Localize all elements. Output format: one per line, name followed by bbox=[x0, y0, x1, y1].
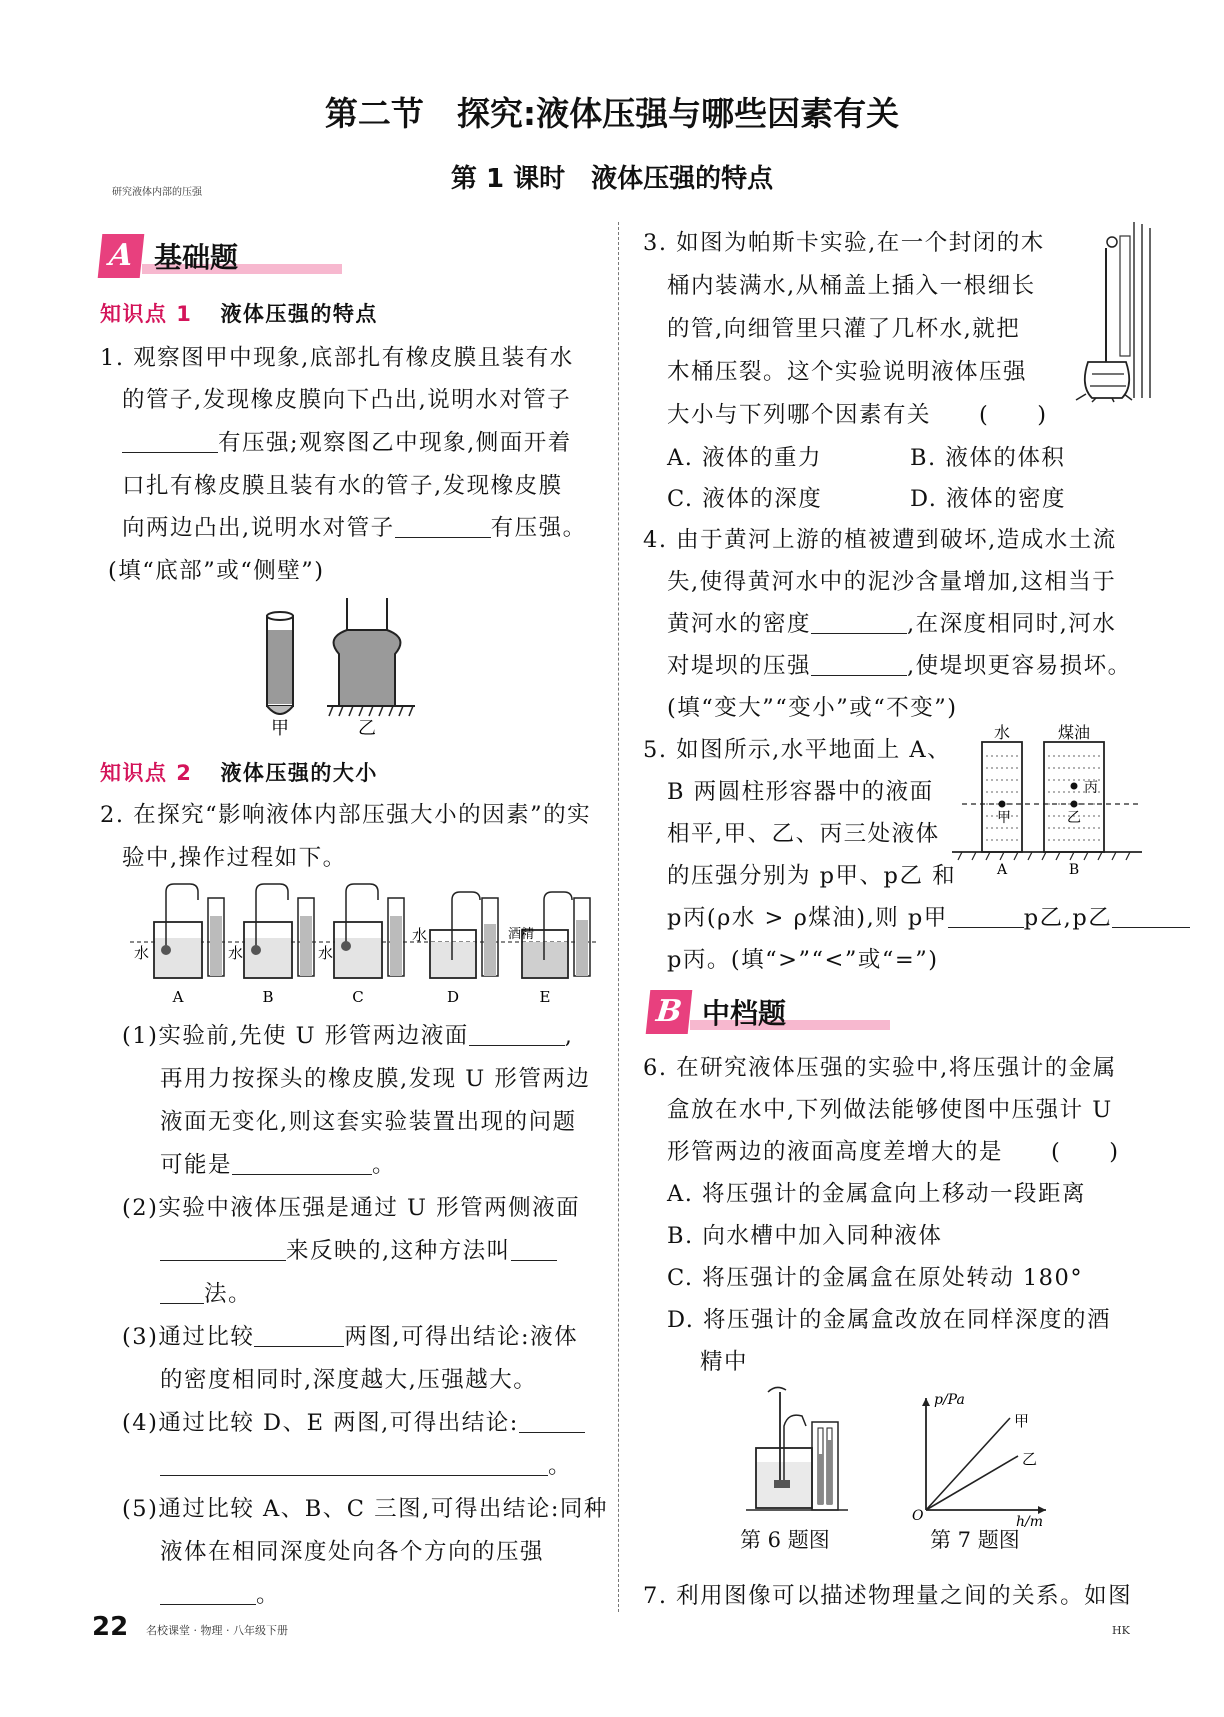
fig-label-water: 水 bbox=[412, 926, 428, 944]
q2-line: 液面无变化,则这套实验装置出现的问题 bbox=[160, 1109, 577, 1135]
q2-line: (5)通过比较 A、B、C 三图,可得出结论:同种 bbox=[122, 1496, 608, 1522]
tube-yi bbox=[327, 598, 415, 716]
answer-blank[interactable] bbox=[232, 1152, 372, 1175]
q2-line: 液体在相同深度处向各个方向的压强 bbox=[160, 1539, 545, 1565]
answer-blank[interactable] bbox=[469, 1023, 565, 1046]
q2-text: (4)通过比较 D、E 两图,可得出结论: bbox=[122, 1410, 519, 1436]
q2-text: 来反映的,这种方法叫 bbox=[286, 1238, 511, 1264]
q2-text: , bbox=[564, 1023, 574, 1049]
q4-line bbox=[667, 648, 1132, 680]
q4-text: 黄河水的密度 bbox=[667, 611, 812, 637]
q5-line bbox=[667, 900, 1190, 932]
page-number: 22 bbox=[92, 1612, 129, 1642]
q2-text: 。 bbox=[256, 1582, 281, 1608]
q4-line: 失,使得黄河水中的泥沙含量增加,这相当于 bbox=[667, 569, 1117, 595]
q1-line: (填“底部”或“侧壁”) bbox=[108, 558, 325, 584]
fig-label-water: 水 bbox=[134, 944, 150, 962]
answer-blank[interactable] bbox=[811, 611, 907, 634]
page-title: 第二节 探究:液体压强与哪些因素有关 bbox=[324, 94, 900, 133]
g-line-jia: 甲 bbox=[1014, 1412, 1030, 1430]
q5-text: p丙(ρ水 > ρ煤油),则 p甲 bbox=[667, 905, 948, 931]
g-line-yi: 乙 bbox=[1022, 1450, 1038, 1468]
q7-graph bbox=[906, 1390, 1056, 1530]
q2-line bbox=[122, 1405, 585, 1437]
q6-option-d-cont: 精中 bbox=[700, 1349, 749, 1375]
q1-text: 有压强。 bbox=[490, 515, 587, 541]
q1-line: 口扎有橡皮膜且装有水的管子,发现橡皮膜 bbox=[122, 473, 563, 499]
g-origin: O bbox=[912, 1508, 924, 1524]
answer-blank[interactable] bbox=[122, 430, 218, 453]
q1-line bbox=[122, 425, 572, 457]
q1-line: 1. 观察图甲中现象,底部扎有橡皮膜且装有水 bbox=[100, 345, 574, 371]
badge-label: 中档题 bbox=[702, 997, 787, 1030]
q1-figure bbox=[255, 598, 440, 738]
q2-text: 。 bbox=[548, 1453, 573, 1479]
q2-text: 法。 bbox=[204, 1281, 253, 1307]
fig-label-jia: 甲 bbox=[997, 810, 1011, 826]
q2-line: (2)实验中液体压强是通过 U 形管两侧液面 bbox=[122, 1195, 581, 1221]
answer-blank[interactable] bbox=[1112, 905, 1190, 928]
q2-line: 的密度相同时,深度越大,压强越大。 bbox=[160, 1367, 538, 1393]
fig-label-bing: 丙 bbox=[1084, 780, 1098, 796]
q4-line: 4. 由于黄河上游的植被遭到破坏,造成水土流 bbox=[643, 527, 1117, 553]
figure-caption-7: 第 7 题图 bbox=[930, 1528, 1020, 1552]
answer-blank[interactable] bbox=[254, 1324, 344, 1347]
answer-blank[interactable] bbox=[519, 1410, 585, 1433]
answer-blank[interactable] bbox=[160, 1453, 548, 1476]
q5-line: B 两圆柱形容器中的液面 bbox=[667, 779, 934, 805]
q2-text: (3)通过比较 bbox=[122, 1324, 255, 1350]
apparatus-a bbox=[154, 884, 224, 978]
q6-option-a[interactable]: A. 将压强计的金属盒向上移动一段距离 bbox=[667, 1181, 1087, 1207]
section-a-badge bbox=[100, 234, 360, 278]
badge-letter: B bbox=[646, 990, 693, 1034]
badge-label: 基础题 bbox=[154, 241, 239, 274]
fig-label-c: C bbox=[352, 988, 364, 1006]
q5-line: p丙。(填“>”“<”或“=”) bbox=[667, 947, 939, 973]
q3-option-c[interactable]: C. 液体的深度 bbox=[667, 486, 823, 512]
answer-blank[interactable] bbox=[811, 653, 907, 676]
apparatus-d bbox=[430, 892, 498, 978]
q3-option-a[interactable]: A. 液体的重力 bbox=[667, 445, 823, 471]
q2-line bbox=[160, 1577, 280, 1609]
answer-blank[interactable] bbox=[395, 515, 491, 538]
q2-text: 。 bbox=[372, 1152, 397, 1178]
q4-text: ,使堤坝更容易损坏。 bbox=[907, 653, 1132, 679]
g-axis-x-label: h/m bbox=[1016, 1514, 1044, 1530]
fig-label-a: A bbox=[996, 862, 1008, 878]
apparatus-b bbox=[244, 884, 314, 978]
fig-label-d: D bbox=[446, 988, 460, 1006]
fig-label-jia: 甲 bbox=[271, 718, 289, 739]
q4-text: ,在深度相同时,河水 bbox=[907, 611, 1117, 637]
q2-line bbox=[160, 1448, 572, 1480]
fig-label-yi: 乙 bbox=[1067, 810, 1081, 826]
q2-text: 可能是 bbox=[160, 1152, 233, 1178]
q3-line: 的管,向细管里只灌了几杯水,就把 bbox=[667, 316, 1021, 342]
column-divider bbox=[618, 222, 619, 1612]
fig-label-yi: 乙 bbox=[358, 718, 376, 739]
q2-text: 两图,可得出结论:液体 bbox=[344, 1324, 579, 1350]
q6-option-b[interactable]: B. 向水槽中加入同种液体 bbox=[667, 1223, 943, 1249]
q2-line bbox=[160, 1233, 557, 1265]
apparatus-c bbox=[334, 884, 404, 978]
q2-line bbox=[122, 1319, 578, 1351]
q3-line: 大小与下列哪个因素有关 ( ) bbox=[667, 402, 1048, 428]
fig-label-water: 水 bbox=[228, 944, 244, 962]
q2-line bbox=[160, 1147, 396, 1179]
q6-option-c[interactable]: C. 将压强计的金属盒在原处转动 180° bbox=[667, 1265, 1084, 1291]
q1-line: 的管子,发现橡皮膜向下凸出,说明水对管子 bbox=[122, 387, 572, 413]
fig-label-e: E bbox=[539, 988, 551, 1006]
q2-line: 验中,操作过程如下。 bbox=[122, 845, 347, 871]
fig-label-a: A bbox=[172, 988, 184, 1006]
q2-line bbox=[122, 1018, 573, 1050]
answer-blank[interactable] bbox=[511, 1238, 557, 1261]
kp-title: 液体压强的大小 bbox=[220, 761, 378, 785]
q6-option-d[interactable]: D. 将压强计的金属盒改放在同样深度的酒 bbox=[667, 1307, 1112, 1333]
q6-line: 形管两边的液面高度差增大的是 ( ) bbox=[667, 1139, 1120, 1165]
kp-tag: 知识点 2 bbox=[100, 761, 193, 785]
q5-text: p乙,p乙 bbox=[1023, 905, 1113, 931]
answer-blank[interactable] bbox=[948, 905, 1024, 928]
question-7: 7. 利用图像可以描述物理量之间的关系。如图 bbox=[643, 1583, 1133, 1609]
knowledge-point-2 bbox=[100, 757, 378, 787]
q5-line: 5. 如图所示,水平地面上 A、 bbox=[643, 737, 952, 763]
q6-line: 盒放在水中,下列做法能够使图中压强计 U bbox=[667, 1097, 1113, 1123]
q2-figure bbox=[130, 880, 600, 1010]
fig-label-water: 水 bbox=[318, 944, 334, 962]
q2-line: 再用力按探头的橡皮膜,发现 U 形管两边 bbox=[160, 1066, 591, 1092]
q4-line: (填“变大”“变小”或“不变”) bbox=[667, 695, 958, 721]
pascal-barrel-figure bbox=[1062, 222, 1154, 402]
q2-line bbox=[160, 1276, 252, 1308]
answer-blank[interactable] bbox=[160, 1238, 286, 1261]
q6-figure bbox=[740, 1382, 860, 1517]
q1-line bbox=[122, 510, 587, 542]
fig-label-b: B bbox=[262, 988, 274, 1006]
q6-line: 6. 在研究液体压强的实验中,将压强计的金属 bbox=[643, 1055, 1117, 1081]
kp-title: 液体压强的特点 bbox=[220, 302, 378, 326]
q3-line: 桶内装满水,从桶盖上插入一根细长 bbox=[667, 273, 1036, 299]
side-note: 研究液体内部的压强 bbox=[112, 187, 202, 198]
q3-option-b[interactable]: B. 液体的体积 bbox=[910, 445, 1066, 471]
q3-option-d[interactable]: D. 液体的密度 bbox=[910, 486, 1067, 512]
kp-tag: 知识点 1 bbox=[100, 302, 193, 326]
q3-line: 3. 如图为帕斯卡实验,在一个封闭的木 bbox=[643, 230, 1045, 256]
fig-label-alcohol: 酒精 bbox=[508, 927, 535, 942]
book-title: 名校课堂 · 物理 · 八年级下册 bbox=[146, 1624, 288, 1637]
q3-line: 木桶压裂。这个实验说明液体压强 bbox=[667, 359, 1028, 385]
q1-text: 有压强;观察图乙中现象,侧面开着 bbox=[218, 430, 572, 456]
section-b-badge bbox=[648, 990, 908, 1034]
edition-code: HK bbox=[1112, 1624, 1130, 1637]
badge-letter: A bbox=[98, 234, 145, 278]
q2-text: (1)实验前,先使 U 形管两边液面 bbox=[122, 1023, 469, 1049]
lesson-subtitle: 第 1 课时 液体压强的特点 bbox=[450, 164, 774, 194]
answer-blank[interactable] bbox=[160, 1281, 204, 1304]
g-axis-y-label: p/Pa bbox=[934, 1392, 965, 1408]
q5-line: 的压强分别为 p甲、p乙 和 bbox=[667, 863, 957, 889]
q5-line: 相平,甲、乙、丙三处液体 bbox=[667, 821, 940, 847]
q4-line bbox=[667, 606, 1116, 638]
fig-label-b: B bbox=[1068, 862, 1080, 878]
fig-label-water: 水 bbox=[993, 723, 1011, 742]
figure-caption-6: 第 6 题图 bbox=[740, 1528, 830, 1552]
tube-jia bbox=[267, 612, 293, 714]
q2-line: 2. 在探究“影响液体内部压强大小的因素”的实 bbox=[100, 802, 592, 828]
q4-text: 对堤坝的压强 bbox=[667, 653, 812, 679]
knowledge-point-1 bbox=[100, 298, 378, 328]
q5-containers-figure bbox=[952, 722, 1152, 878]
q1-text: 向两边凸出,说明水对管子 bbox=[122, 515, 395, 541]
answer-blank[interactable] bbox=[160, 1582, 256, 1605]
fig-label-oil: 煤油 bbox=[1057, 723, 1091, 742]
